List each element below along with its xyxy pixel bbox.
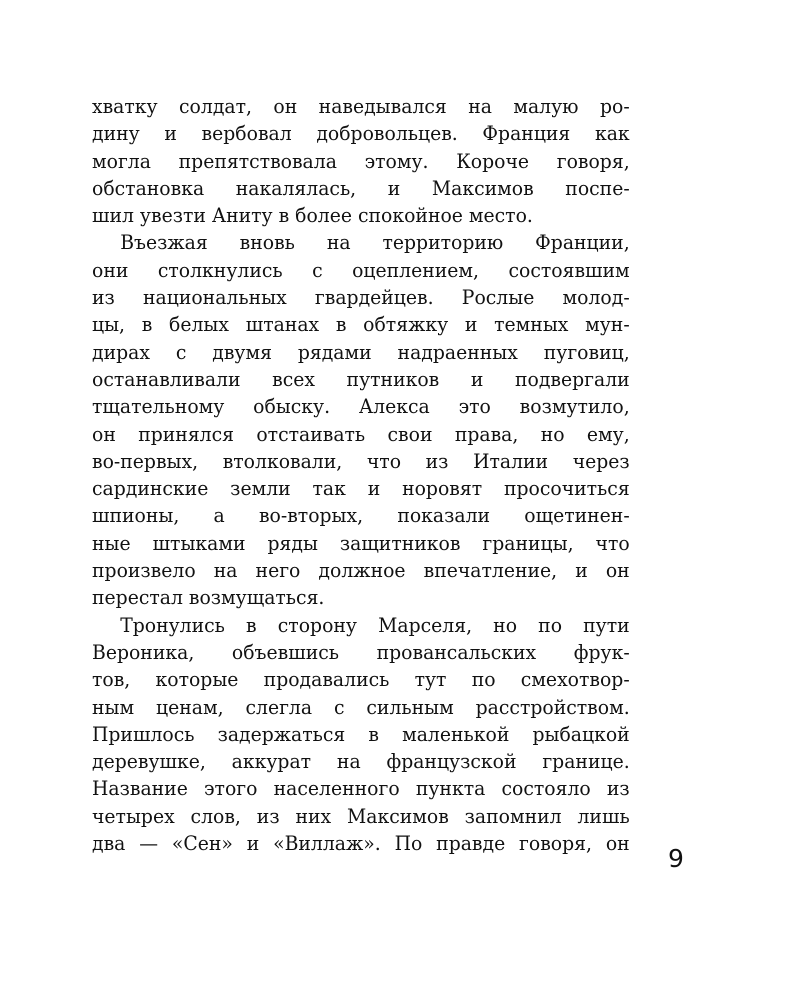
text-line: произвело на него должное впечатление, и он	[92, 558, 630, 583]
text-line: Название этого населенного пункта состояло из	[92, 776, 630, 801]
text-line: тов, которые продавались тут по смехотвор-	[92, 667, 630, 692]
text-line: обстановка накалялась, и Максимов поспе-	[92, 175, 630, 200]
text-line: шпионы, а во-вторых, показали ощетинен-	[92, 503, 630, 528]
page-number: 9	[668, 844, 684, 873]
text-line: перестал возмущаться.	[92, 585, 325, 610]
text-line: четырех слов, из них Максимов запомнил лишь	[92, 803, 630, 828]
text-line: останавливали всех путников и подвергали	[92, 366, 630, 391]
text-line: ные штыками ряды защитников границы, что	[92, 530, 630, 555]
text-line: дирах с двумя рядами надраенных пуговиц,	[92, 339, 630, 364]
text-line: Тронулись в сторону Марселя, но по пути	[120, 612, 630, 637]
text-line: Вероника, объевшись провансальских фрук-	[92, 639, 630, 664]
text-line: два — «Сен» и «Виллаж». По правде говоря, он	[92, 831, 630, 856]
text-line: деревушке, аккурат на французской границе.	[92, 749, 630, 774]
text-line: могла препятствовала этому. Короче говоря,	[92, 148, 630, 173]
text-line: они столкнулись с оцеплением, состоявшим	[92, 257, 630, 282]
text-line: Въезжая вновь на территорию Франции,	[120, 230, 630, 255]
text-line: цы, в белых штанах в обтяжку и темных мун-	[92, 312, 630, 337]
text-line: он принялся отстаивать свои права, но ему,	[92, 421, 630, 446]
text-line: сардинские земли так и норовят просочиться	[92, 476, 630, 501]
text-line: хватку солдат, он наведывался на малую ро-	[92, 94, 630, 118]
text-line: тщательному обыску. Алекса это возмутило,	[92, 394, 630, 419]
text-line: дину и вербовал добровольцев. Франция как	[92, 121, 630, 146]
text-line: во-первых, втолковали, что из Италии через	[92, 448, 630, 473]
body-text	[92, 93, 630, 857]
text-line: Пришлось задержаться в маленькой рыбацкой	[92, 721, 630, 746]
text-line: шил увезти Аниту в более спокойное место.	[92, 203, 533, 228]
text-line: из национальных гвардейцев. Рослые молод-	[92, 285, 630, 310]
text-line: ным ценам, слегла с сильным расстройством.	[92, 694, 630, 719]
